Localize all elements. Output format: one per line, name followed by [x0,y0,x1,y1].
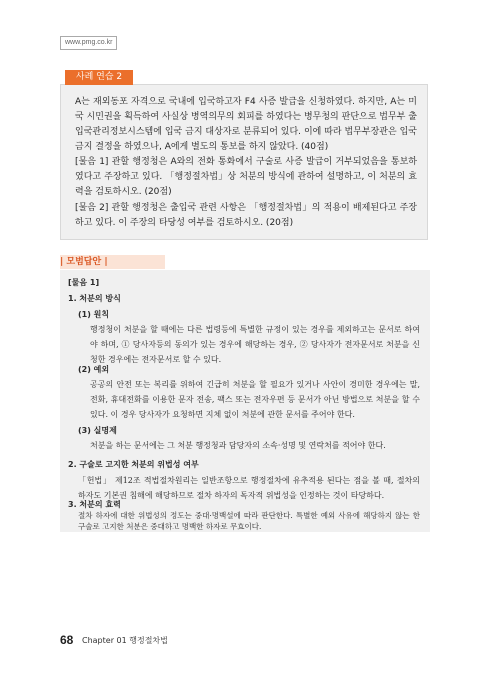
section-2-title: 2. 구술로 고지한 처분의 위법성 여부 [68,460,199,469]
page-number: 68 [60,633,74,647]
subsection-principle-title: (1) 원칙 [78,310,110,319]
question-1-prompt: [물음 1] 관할 행정청은 A와의 전화 통화에서 구술로 사증 발급이 거부되었음을 통보하였다고 주장하고 있다. 「행정절차법」상 처분의 방식에 관하여 설명하고, 이 처분의 효력을 검토하시오. (20점) [75,157,417,197]
model-answer-label: | 모범답안 | [60,255,165,269]
answer-question-label: [물음 1] [68,278,100,287]
question-2-prompt: [물음 2] 관할 행정청은 출입국 관련 사항은 「행정절차법」의 적용이 배제된다고 주장하고 있다. 이 주장의 타당성 여부를 검토하시오. (20점) [75,203,417,228]
section-3-title: 3. 처분의 효력 [68,500,121,509]
subsection-exception-title: (2) 예외 [78,365,110,374]
case-scenario: A는 재외동포 자격으로 국내에 입국하고자 F4 사증 발급을 신청하였다. 하지만, A는 미국 시민권을 획득하여 사실상 병역의무의 회피를 하였다는 병무청의 판단으로 법무부 출입국관리정보시스템에 입국 금지 대상자로 분류되어 있다. 이에 따라 법무부장관은 입국금지 결정을 하였으나, A에게 별도의 통보를 하지 않았다. (40점) [75,97,417,152]
section-2-body: 「헌법」 제12조 적법절차원리는 일반조항으로 행정절차에 유추적용 된다는 점을 볼 때, 절차의 하자도 기본권 침해에 해당하므로 절차 하자의 독자적 위법성을 인정하는 것이 타당하다. [78,476,420,500]
subsection-real-name-body: 처분을 하는 문서에는 그 처분 행정청과 담당자의 소속·성명 및 연락처를 적어야 한다. [90,441,386,450]
section-1-title: 1. 처분의 방식 [68,294,121,303]
case-study-tab: 사례 연습 2 [65,70,133,85]
chapter-title: Chapter 01 행정절차법 [82,636,168,645]
section-3-body: 절차 하자에 대한 위법성의 정도는 중대·명백설에 따라 판단한다. 특별한 예외 사유에 해당하지 않는 한 구술로 고지한 처분은 중대하고 명백한 하자로 무효이다. [78,511,420,531]
subsection-exception-body: 공공의 안전 또는 복리를 위하여 긴급히 처분을 할 필요가 있거나 사안이 경미한 경우에는 말, 전화, 휴대전화를 이용한 문자 전송, 팩스 또는 전자우편 등 문서가 아닌 방법으로 처분을 할 수 있다. 이 경우 당사자가 요청하면 지체 없이 처분에 관한 문서를 주어야 한다. [90,380,420,419]
subsection-real-name-title: (3) 실명제 [78,426,117,435]
subsection-principle-body: 행정청이 처분을 할 때에는 다른 법령등에 특별한 규정이 있는 경우를 제외하고는 문서로 하여야 하며, ① 당사자등의 동의가 있는 경우에 해당하는 경우, ② 당사자가 전자문서로 처분을 신청한 경우에는 전자문서로 할 수 있다. [90,325,420,364]
website-url: www.pmg.co.kr [60,36,117,50]
